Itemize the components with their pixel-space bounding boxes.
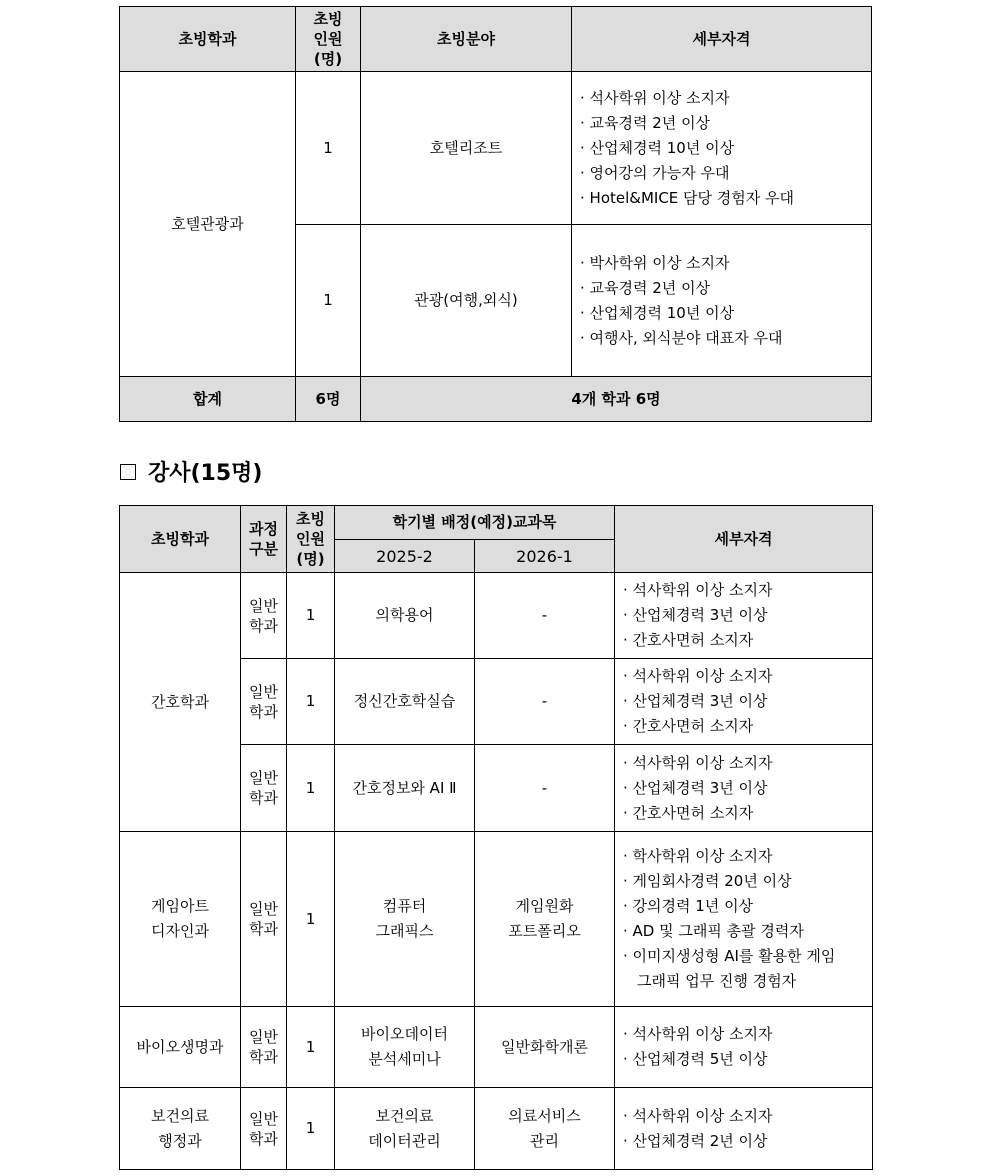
course-1-cell: 바이오데이터 분석세미나	[335, 1007, 475, 1088]
type-cell: 일반 학과	[241, 573, 287, 659]
count-cell: 1	[287, 1007, 335, 1088]
quals-cell: · 석사학위 이상 소지자 · 산업체경력 3년 이상 · 간호사면허 소지자	[615, 573, 873, 659]
total-row	[120, 377, 872, 422]
count-cell: 1	[287, 745, 335, 832]
type-cell: 일반 학과	[241, 1088, 287, 1170]
header-dept: 초빙학과	[120, 506, 241, 573]
course-2-cell: 의료서비스 관리	[475, 1088, 615, 1170]
dept-cell: 호텔관광과	[120, 72, 296, 377]
table-row	[120, 832, 873, 1007]
count-cell: 1	[287, 832, 335, 1007]
quals-cell: · 석사학위 이상 소지자 · 산업체경력 5년 이상	[615, 1007, 873, 1088]
header-sem2: 2026-1	[475, 540, 615, 573]
quals-cell: · 학사학위 이상 소지자 · 게임회사경력 20년 이상 · 강의경력 1년 이상 · AD 및 그래픽 총괄 경력자 · 이미지생성형 AI를 활용한 게임 그래픽 업무 진행 경험자	[615, 832, 873, 1007]
course-2-cell: 일반화학개론	[475, 1007, 615, 1088]
course-1-cell: 의학용어	[335, 573, 475, 659]
type-cell: 일반 학과	[241, 832, 287, 1007]
course-1-cell: 간호정보와 AI Ⅱ	[335, 745, 475, 832]
header-quals: 세부자격	[615, 506, 873, 573]
count-cell: 1	[287, 659, 335, 745]
lecturer-table	[119, 505, 873, 1170]
type-cell: 일반 학과	[241, 1007, 287, 1088]
count-cell: 1	[287, 1088, 335, 1170]
section-title: 강사(15명)	[120, 456, 262, 487]
table-row	[120, 573, 873, 659]
field-cell: 호텔리조트	[361, 72, 572, 225]
total-summary: 4개 학과 6명	[361, 377, 872, 422]
header-courses: 학기별 배정(예정)교과목	[335, 506, 615, 540]
quals-cell: · 석사학위 이상 소지자 · 산업체경력 2년 이상	[615, 1088, 873, 1170]
quals-cell: · 박사학위 이상 소지자 · 교육경력 2년 이상 · 산업체경력 10년 이상 · 여행사, 외식분야 대표자 우대	[572, 225, 872, 377]
course-1-cell: 컴퓨터 그래픽스	[335, 832, 475, 1007]
quals-cell: · 석사학위 이상 소지자 · 교육경력 2년 이상 · 산업체경력 10년 이상 · 영어강의 가능자 우대 · Hotel&MICE 담당 경험자 우대	[572, 72, 872, 225]
header-count: 초빙 인원 (명)	[296, 7, 361, 72]
dept-cell: 게임아트 디자인과	[120, 832, 241, 1007]
course-2-cell: -	[475, 659, 615, 745]
type-cell: 일반 학과	[241, 745, 287, 832]
course-1-cell: 정신간호학실습	[335, 659, 475, 745]
header-count: 초빙 인원 (명)	[287, 506, 335, 573]
table-row	[120, 72, 872, 225]
total-label: 합계	[120, 377, 296, 422]
total-count: 6명	[296, 377, 361, 422]
dept-cell: 간호학과	[120, 573, 241, 832]
checkbox-square-icon	[120, 464, 136, 480]
quals-cell: · 석사학위 이상 소지자 · 산업체경력 3년 이상 · 간호사면허 소지자	[615, 659, 873, 745]
table-row	[120, 1088, 873, 1170]
count-cell: 1	[287, 573, 335, 659]
field-cell: 관광(여행,외식)	[361, 225, 572, 377]
type-cell: 일반 학과	[241, 659, 287, 745]
count-cell: 1	[296, 72, 361, 225]
header-quals: 세부자격	[572, 7, 872, 72]
header-dept: 초빙학과	[120, 7, 296, 72]
dept-cell: 보건의료 행정과	[120, 1088, 241, 1170]
course-2-cell: 게임원화 포트폴리오	[475, 832, 615, 1007]
count-cell: 1	[296, 225, 361, 377]
table-row	[120, 1007, 873, 1088]
faculty-table	[119, 6, 872, 422]
header-sem1: 2025-2	[335, 540, 475, 573]
quals-cell: · 석사학위 이상 소지자 · 산업체경력 3년 이상 · 간호사면허 소지자	[615, 745, 873, 832]
header-field: 초빙분야	[361, 7, 572, 72]
header-type: 과정 구분	[241, 506, 287, 573]
course-2-cell: -	[475, 745, 615, 832]
course-2-cell: -	[475, 573, 615, 659]
course-1-cell: 보건의료 데이터관리	[335, 1088, 475, 1170]
dept-cell: 바이오생명과	[120, 1007, 241, 1088]
